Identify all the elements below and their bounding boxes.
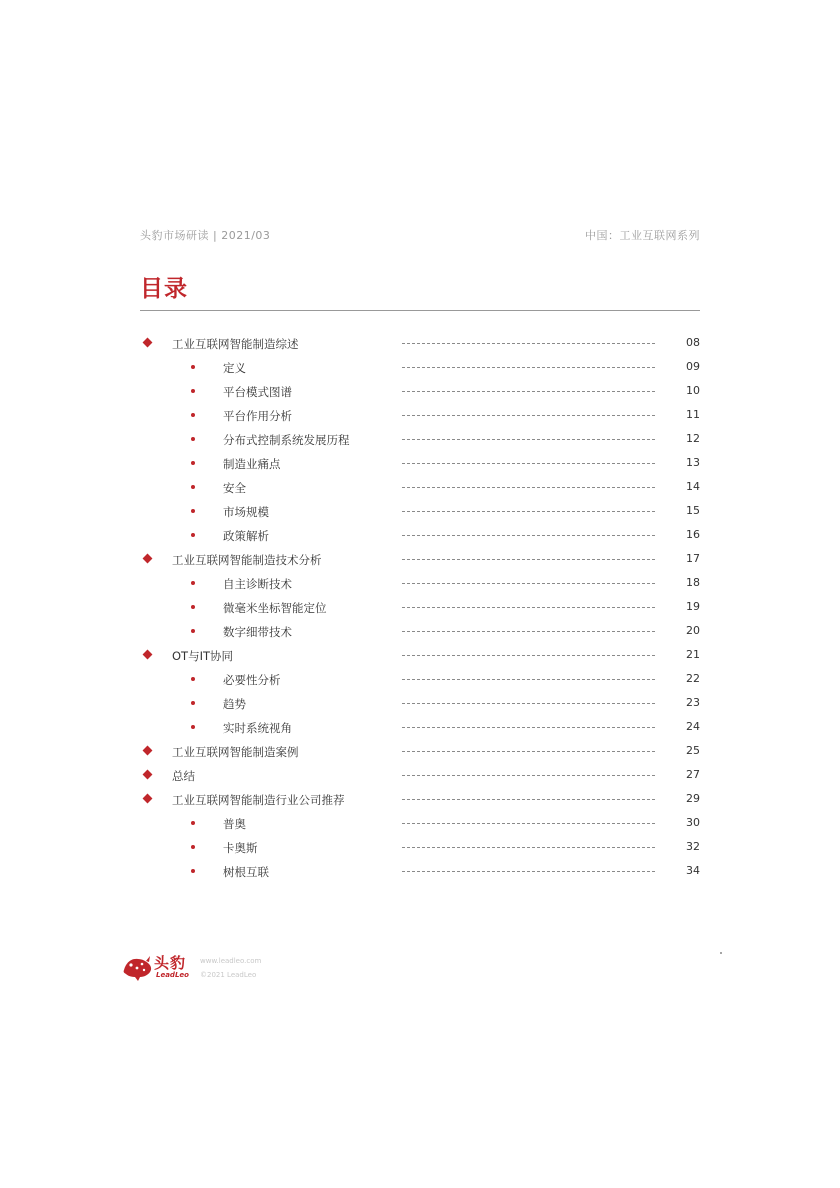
toc-label: 必要性分析 bbox=[223, 673, 281, 687]
toc-leader-line bbox=[402, 847, 655, 848]
toc-leader-line bbox=[402, 463, 655, 464]
toc-page-number: 30 bbox=[686, 816, 700, 829]
header-source-date: 头豹市场研读 | 2021/03 bbox=[140, 229, 271, 242]
diamond-bullet-icon bbox=[143, 794, 153, 804]
toc-label: 数字细带技术 bbox=[223, 625, 292, 639]
footer-copyright: ©2021 LeadLeo bbox=[200, 971, 257, 979]
dot-bullet-icon bbox=[191, 365, 195, 369]
diamond-bullet-icon bbox=[143, 338, 153, 348]
toc-page-number: 24 bbox=[686, 720, 700, 733]
toc-label: 分布式控制系统发展历程 bbox=[223, 433, 350, 447]
toc-page-number: 10 bbox=[686, 384, 700, 397]
toc-subsection[interactable] bbox=[0, 716, 840, 740]
toc-page-number: 13 bbox=[686, 456, 700, 469]
toc-leader-line bbox=[402, 367, 655, 368]
toc-page-number: 11 bbox=[686, 408, 700, 421]
toc-page-number: 15 bbox=[686, 504, 700, 517]
toc-page-number: 23 bbox=[686, 696, 700, 709]
toc-leader-line bbox=[402, 415, 655, 416]
toc-label: 市场规模 bbox=[223, 505, 269, 519]
dot-bullet-icon bbox=[191, 485, 195, 489]
toc-label: 微毫米坐标智能定位 bbox=[223, 601, 327, 615]
toc-page-number: 08 bbox=[686, 336, 700, 349]
toc-leader-line bbox=[402, 343, 655, 344]
brand-name-en: LeadLeo bbox=[156, 971, 189, 979]
diamond-bullet-icon bbox=[143, 746, 153, 756]
toc-subsection[interactable] bbox=[0, 620, 840, 644]
toc-label: 卡奥斯 bbox=[223, 841, 258, 855]
dot-bullet-icon bbox=[191, 677, 195, 681]
toc-leader-line bbox=[402, 679, 655, 680]
footer-website: www.leadleo.com bbox=[200, 957, 262, 965]
toc-section[interactable] bbox=[0, 740, 840, 764]
toc-leader-line bbox=[402, 607, 655, 608]
toc-page-number: 09 bbox=[686, 360, 700, 373]
toc-subsection[interactable] bbox=[0, 428, 840, 452]
dot-bullet-icon bbox=[191, 701, 195, 705]
toc-leader-line bbox=[402, 535, 655, 536]
diamond-bullet-icon bbox=[143, 770, 153, 780]
toc-label: 总结 bbox=[172, 769, 195, 783]
dot-bullet-icon bbox=[191, 413, 195, 417]
dot-bullet-icon bbox=[191, 389, 195, 393]
dot-bullet-icon bbox=[191, 845, 195, 849]
toc-label: 趋势 bbox=[223, 697, 246, 711]
toc-page-number: 20 bbox=[686, 624, 700, 637]
toc-label: 安全 bbox=[223, 481, 246, 495]
toc-section[interactable] bbox=[0, 332, 840, 356]
toc-leader-line bbox=[402, 583, 655, 584]
toc-label: 平台作用分析 bbox=[223, 409, 292, 423]
title-divider bbox=[140, 310, 700, 311]
toc-leader-line bbox=[402, 823, 655, 824]
toc-page-number: 19 bbox=[686, 600, 700, 613]
toc-label: 工业互联网智能制造综述 bbox=[172, 337, 299, 351]
toc-leader-line bbox=[402, 631, 655, 632]
toc-leader-line bbox=[402, 511, 655, 512]
page-title: 目录 bbox=[140, 276, 188, 302]
toc-leader-line bbox=[402, 391, 655, 392]
toc-section[interactable] bbox=[0, 548, 840, 572]
dot-bullet-icon bbox=[191, 725, 195, 729]
toc-page-number: 25 bbox=[686, 744, 700, 757]
dot-bullet-icon bbox=[191, 509, 195, 513]
toc-leader-line bbox=[402, 559, 655, 560]
toc-label: 实时系统视角 bbox=[223, 721, 292, 735]
toc-page-number: 14 bbox=[686, 480, 700, 493]
toc-subsection[interactable] bbox=[0, 596, 840, 620]
toc-leader-line bbox=[402, 727, 655, 728]
dot-bullet-icon bbox=[191, 869, 195, 873]
toc-page-number: 18 bbox=[686, 576, 700, 589]
toc-leader-line bbox=[402, 655, 655, 656]
toc-leader-line bbox=[402, 799, 655, 800]
toc-page-number: 21 bbox=[686, 648, 700, 661]
diamond-bullet-icon bbox=[143, 650, 153, 660]
toc-label: 树根互联 bbox=[223, 865, 269, 879]
toc-label: 制造业痛点 bbox=[223, 457, 281, 471]
header-series: 中国：工业互联网系列 bbox=[585, 229, 700, 242]
diamond-bullet-icon bbox=[143, 554, 153, 564]
toc-page-number: 29 bbox=[686, 792, 700, 805]
toc-page-number: 17 bbox=[686, 552, 700, 565]
toc-label: 政策解析 bbox=[223, 529, 269, 543]
toc-label: 平台模式图谱 bbox=[223, 385, 292, 399]
toc-label: 自主诊断技术 bbox=[223, 577, 292, 591]
dot-bullet-icon bbox=[191, 461, 195, 465]
table-of-contents bbox=[0, 332, 840, 884]
dot-bullet-icon bbox=[191, 821, 195, 825]
toc-subsection[interactable] bbox=[0, 452, 840, 476]
toc-section[interactable] bbox=[0, 644, 840, 668]
toc-subsection[interactable] bbox=[0, 500, 840, 524]
toc-subsection[interactable] bbox=[0, 812, 840, 836]
toc-leader-line bbox=[402, 439, 655, 440]
toc-label: 工业互联网智能制造案例 bbox=[172, 745, 299, 759]
toc-label: OT与IT协同 bbox=[172, 649, 233, 663]
dot-bullet-icon bbox=[191, 581, 195, 585]
toc-page-number: 32 bbox=[686, 840, 700, 853]
toc-leader-line bbox=[402, 775, 655, 776]
toc-leader-line bbox=[402, 871, 655, 872]
toc-subsection[interactable] bbox=[0, 860, 840, 884]
brand-name-cn: 头豹 bbox=[154, 954, 187, 972]
toc-subsection[interactable] bbox=[0, 692, 840, 716]
toc-page-number: 34 bbox=[686, 864, 700, 877]
toc-leader-line bbox=[402, 751, 655, 752]
toc-section[interactable] bbox=[0, 764, 840, 788]
dot-bullet-icon bbox=[191, 533, 195, 537]
toc-page-number: 12 bbox=[686, 432, 700, 445]
toc-leader-line bbox=[402, 487, 655, 488]
toc-page-number: 22 bbox=[686, 672, 700, 685]
toc-subsection[interactable] bbox=[0, 380, 840, 404]
toc-subsection[interactable] bbox=[0, 476, 840, 500]
toc-subsection[interactable] bbox=[0, 572, 840, 596]
toc-subsection[interactable] bbox=[0, 668, 840, 692]
dot-bullet-icon bbox=[191, 605, 195, 609]
page-mark bbox=[720, 952, 722, 954]
toc-subsection[interactable] bbox=[0, 524, 840, 548]
toc-section[interactable] bbox=[0, 788, 840, 812]
dot-bullet-icon bbox=[191, 437, 195, 441]
toc-page-number: 27 bbox=[686, 768, 700, 781]
toc-subsection[interactable] bbox=[0, 836, 840, 860]
toc-label: 普奥 bbox=[223, 817, 246, 831]
toc-leader-line bbox=[402, 703, 655, 704]
toc-label: 定义 bbox=[223, 361, 246, 375]
toc-page-number: 16 bbox=[686, 528, 700, 541]
toc-label: 工业互联网智能制造技术分析 bbox=[172, 553, 322, 567]
toc-label: 工业互联网智能制造行业公司推荐 bbox=[172, 793, 345, 807]
toc-subsection[interactable] bbox=[0, 356, 840, 380]
toc-subsection[interactable] bbox=[0, 404, 840, 428]
dot-bullet-icon bbox=[191, 629, 195, 633]
